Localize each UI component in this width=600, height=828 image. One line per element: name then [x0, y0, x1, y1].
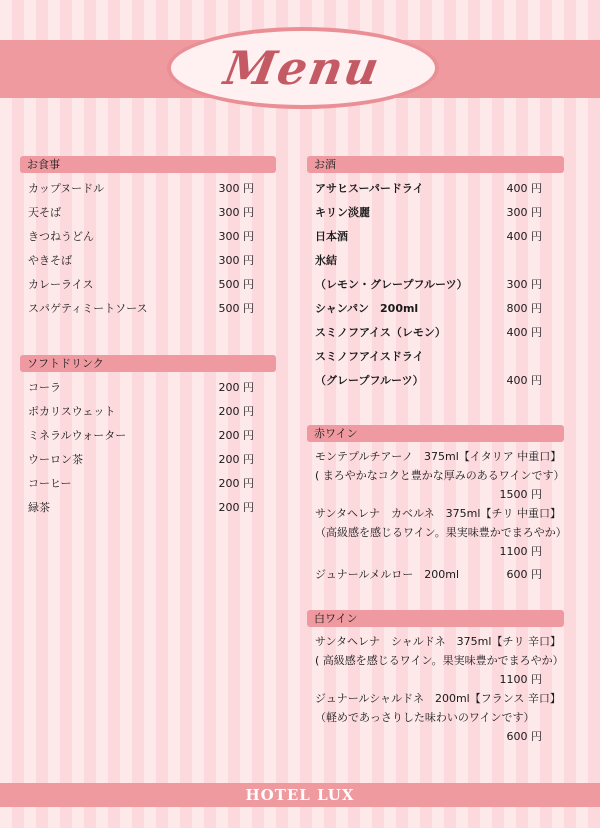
price: 200 円 [218, 477, 254, 490]
menu-item: （グレープフルーツ） 400 円 [307, 369, 564, 393]
price: 500 円 [218, 302, 254, 315]
price: 400 円 [506, 326, 542, 339]
menu-item: アサヒスーパードライ 400 円 [307, 177, 564, 201]
price: 600 円 [506, 568, 542, 581]
wine-description: （軽めであっさりした味わいのワインです） [315, 711, 535, 724]
menu-item: ポカリスウェット 200 円 [20, 400, 276, 424]
menu-item: 緑茶 200 円 [20, 496, 276, 520]
price: 200 円 [218, 429, 254, 442]
price: 500 円 [218, 278, 254, 291]
food-section [20, 156, 276, 321]
white-wine-section [307, 610, 564, 746]
price: 600 円 [506, 730, 542, 743]
red-wine-section-title: 赤ワイン [307, 425, 564, 442]
menu-item: 天そば 300 円 [20, 201, 276, 225]
menu-logo-text: Menu [220, 41, 386, 95]
menu-item: 日本酒 400 円 [307, 225, 564, 249]
menu-item: カレーライス 500 円 [20, 273, 276, 297]
menu-item: カップヌードル 300 円 [20, 177, 276, 201]
price: 1100 円 [499, 545, 542, 558]
price: 400 円 [506, 374, 542, 387]
menu-item: スミノフアイスドライ [315, 350, 424, 363]
price: 200 円 [218, 381, 254, 394]
price: 400 円 [506, 230, 542, 243]
wine-item [307, 447, 564, 504]
wine-description: （高級感を感じるワイン。果実味豊かでまろやか） [315, 526, 567, 539]
wine-item [307, 632, 564, 689]
wine-name: サンタヘレナ カベルネ 375ml【チリ 中重口】 [315, 507, 561, 520]
price: 300 円 [506, 206, 542, 219]
wine-description: ( 高級感を感じるワイン。果実味豊かでまろやか） [315, 654, 564, 667]
menu-logo [167, 27, 439, 109]
price: 300 円 [218, 206, 254, 219]
red-wine-section [307, 425, 567, 584]
menu-item: ミネラルウォーター 200 円 [20, 424, 276, 448]
menu-item: コーヒー 200 円 [20, 472, 276, 496]
alcohol-section-title: お酒 [307, 156, 564, 173]
menu-item: （レモン・グレープフルーツ） 300 円 [307, 273, 564, 297]
wine-name: サンタヘレナ シャルドネ 375ml【チリ 辛口】 [315, 635, 561, 648]
price: 1500 円 [499, 488, 542, 501]
menu-item: キリン淡麗 300 円 [307, 201, 564, 225]
wine-item [307, 565, 564, 584]
menu-item: コーラ 200 円 [20, 376, 276, 400]
hotel-name-footer: HOTEL LUX [0, 783, 600, 807]
wine-description: ( まろやかなコクと豊かな厚みのあるワインです） [315, 469, 565, 482]
wine-item [307, 689, 564, 746]
soft-drink-section [20, 355, 276, 520]
price: 400 円 [506, 182, 542, 195]
alcohol-section [307, 156, 564, 393]
menu-item: きつねうどん 300 円 [20, 225, 276, 249]
menu-item: スミノフアイス（レモン） 400 円 [307, 321, 564, 345]
white-wine-section-title: 白ワイン [307, 610, 564, 627]
price: 300 円 [218, 254, 254, 267]
wine-name: ジュナールメルロー 200ml [315, 568, 459, 581]
price: 200 円 [218, 405, 254, 418]
price: 300 円 [218, 230, 254, 243]
price: 1100 円 [499, 673, 542, 686]
wine-name: モンテプルチアーノ 375ml【イタリア 中重口】 [315, 450, 562, 463]
soft-drink-section-title: ソフトドリンク [20, 355, 276, 372]
menu-item: 氷結 [315, 254, 337, 267]
price: 200 円 [218, 501, 254, 514]
menu-item: ウーロン茶 200 円 [20, 448, 276, 472]
wine-name: ジュナールシャルドネ 200ml【フランス 辛口】 [315, 692, 561, 705]
food-section-title: お食事 [20, 156, 276, 173]
menu-item: やきそば 300 円 [20, 249, 276, 273]
menu-item: スパゲティミートソース 500 円 [20, 297, 276, 321]
price: 300 円 [218, 182, 254, 195]
price: 200 円 [218, 453, 254, 466]
price: 800 円 [506, 302, 542, 315]
price: 300 円 [506, 278, 542, 291]
wine-item [307, 504, 567, 561]
menu-item: シャンパン 200ml 800 円 [307, 297, 564, 321]
